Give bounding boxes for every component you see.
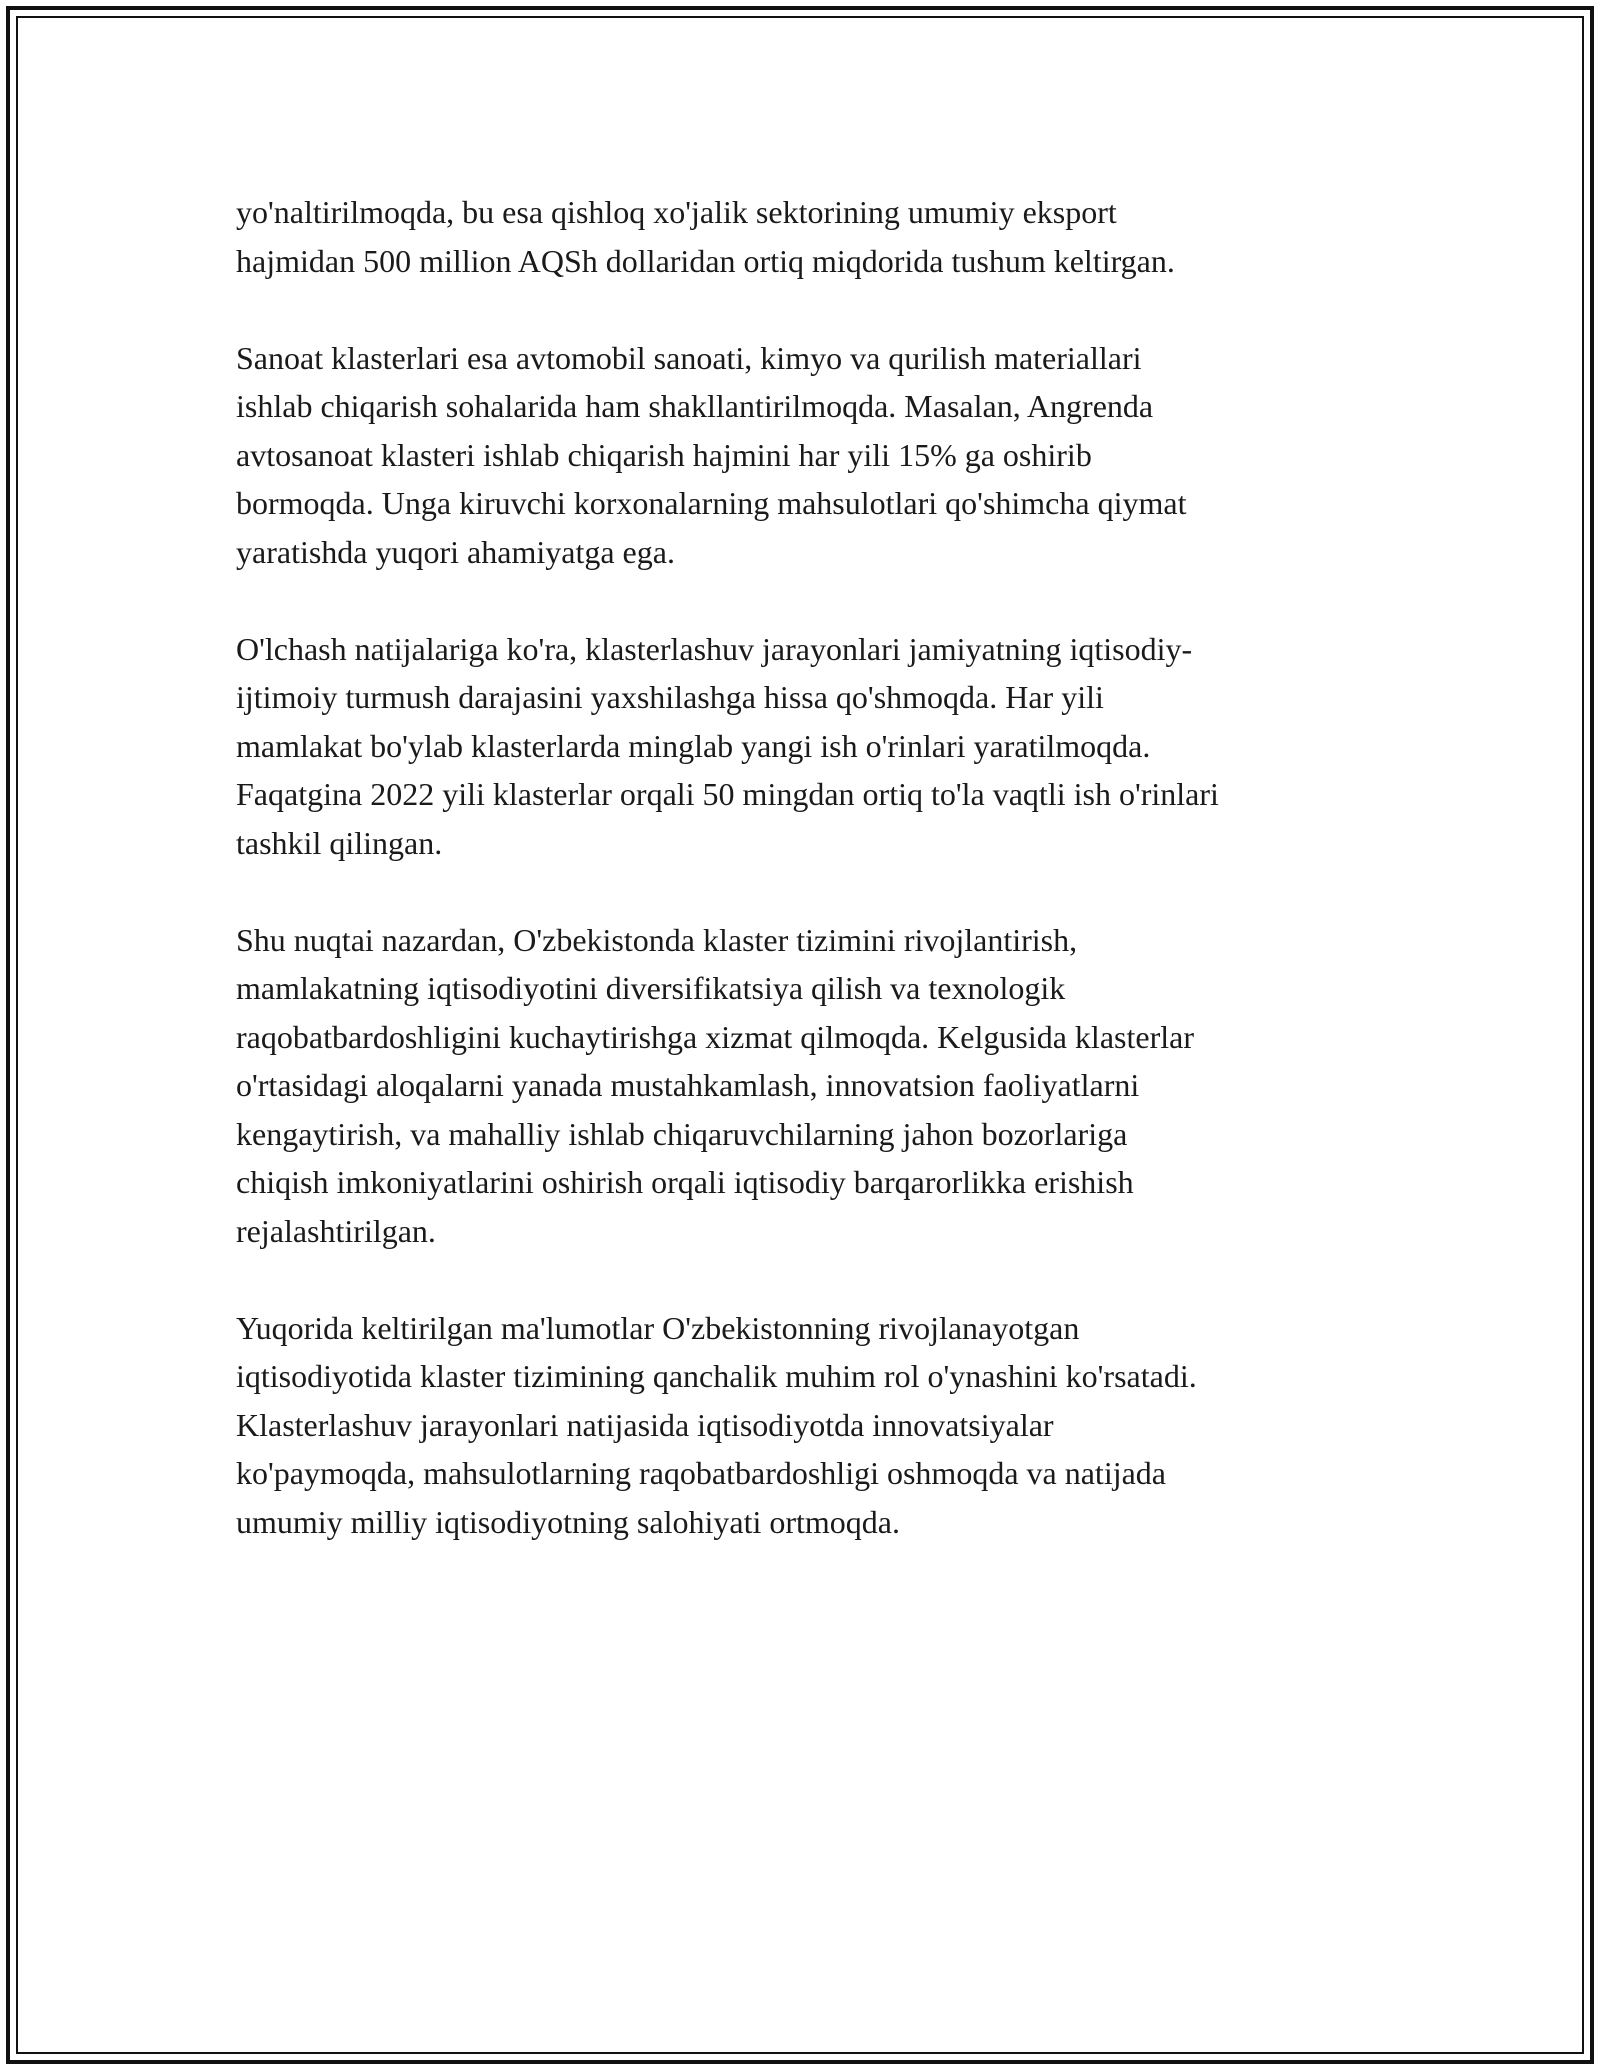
- paragraph-export-revenue: yo'naltirilmoqda, bu esa qishloq xo'jalik sektorining umumiy eksport hajmidan 500 million AQSh dollaridan ortiq miqdorida tushum keltirgan.: [236, 194, 1175, 279]
- paragraph-conclusion: Yuqorida keltirilgan ma'lumotlar O'zbekistonning rivojlanayotgan iqtisodiyotida klaster tizimining qanchalik muhim rol o'ynashini ko'rsatadi. Klasterlashuv jarayonlari natijasida iqtisodiyotda innovatsiyalar ko'paymoqda, mahsulotlarning raqobatbardoshligi oshmoqda va natijada umumiy milliy iqtisodiyotning salohiyati ortmoqda.: [236, 1309, 1197, 1540]
- document-body: [236, 188, 1366, 1595]
- paragraph-development-plans: Shu nuqtai nazardan, O'zbekistonda klaster tizimini rivojlantirish, mamlakatning iqtisodiyotini diversifikatsiya qilish va texnologik raqobatbardoshligini kuchaytirishga xizmat qilmoqda. Kelgusida klasterlar o'rtasidagi aloqalarni yanada mustahkamlash, innovatsion faoliyatlarni kengaytirish, va mahalliy ishlab chiqaruvchilarning jahon bozorlariga chiqish imkoniyatlarini oshirish orqali iqtisodiy barqarorlikka erishish rejalashtirilgan.: [236, 921, 1194, 1249]
- paragraph-industrial-clusters: Sanoat klasterlari esa avtomobil sanoati, kimyo va qurilish materiallari ishlab chiqarish sohalarida ham shakllantirilmoqda. Masalan, Angrenda avtosanoat klasteri ishlab chiqarish hajmini har yili 15% ga oshirib bormoqda. Unga kiruvchi korxonalarning mahsulotlari qo'shimcha qiymat yaratishda yuqori ahamiyatga ega.: [236, 339, 1187, 570]
- paragraph-employment: O'lchash natijalariga ko'ra, klasterlashuv jarayonlari jamiyatning iqtisodiy- ijtimoiy turmush darajasini yaxshilashga hissa qo'shmoqda. Har yili mamlakat bo'ylab klasterlarda minglab yangi ish o'rinlari yaratilmoqda. Faqatgina 2022 yili klasterlar orqali 50 mingdan ortiq to'la vaqtli ish o'rinlari tashkil qilingan.: [236, 630, 1219, 861]
